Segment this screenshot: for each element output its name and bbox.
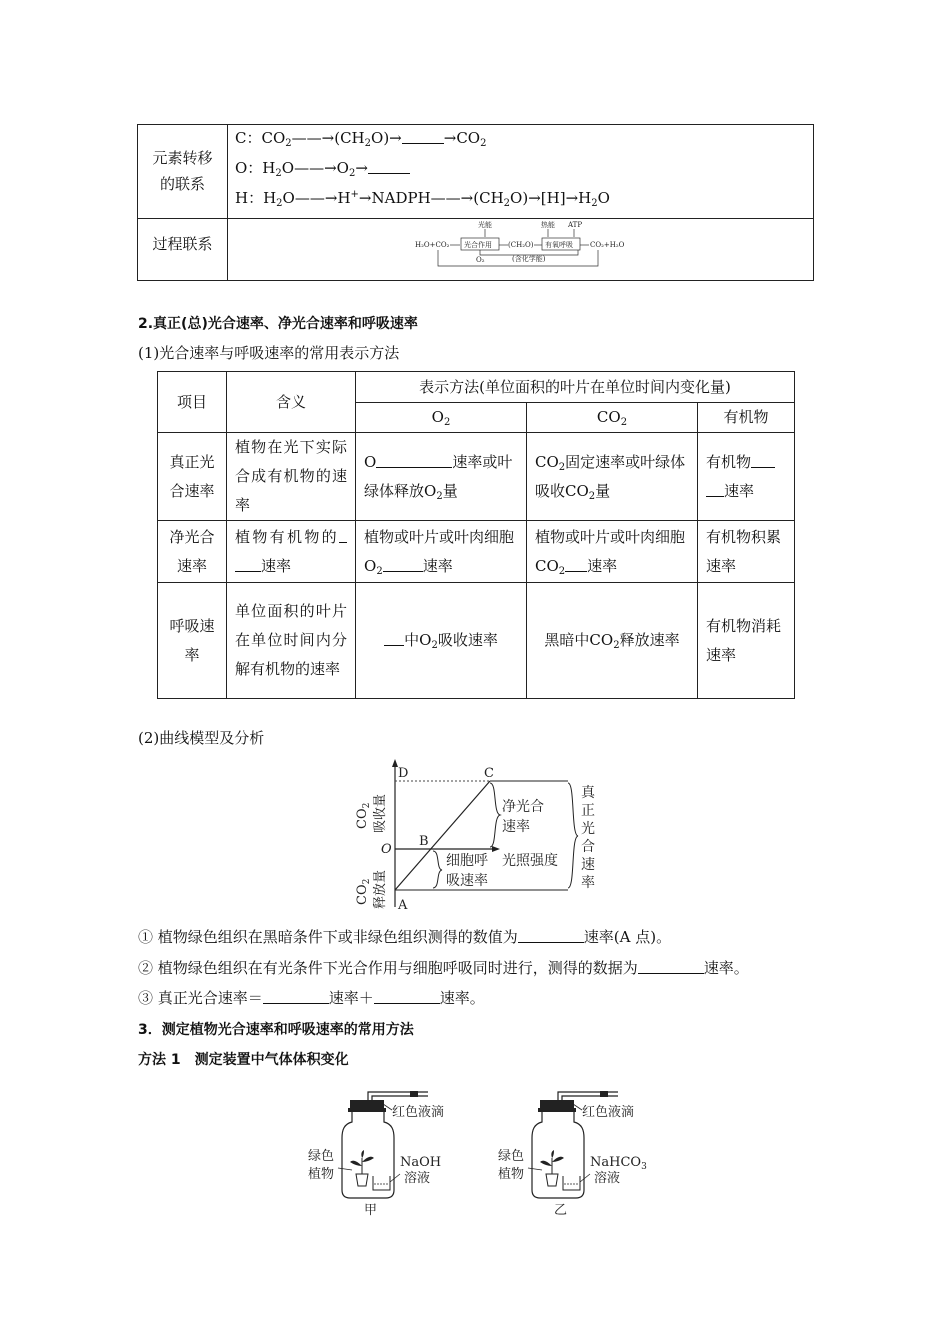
point-c-label: C <box>484 766 494 781</box>
jia-drop-label: 红色液滴 <box>392 1105 445 1120</box>
carbohydrate-label: (CH₂O) <box>508 241 534 249</box>
apparatus-diagram <box>300 1086 660 1220</box>
cell-co2-net: 植物或叶片或叶肉细胞$CO_2$ 速率 <box>527 521 698 583</box>
row-meaning-total: 植物在光下实际合成有机物的速率 <box>227 433 356 521</box>
header-method: 表示方法(单位面积的叶片在单位时间内变化量) <box>356 372 795 403</box>
row-name-respiration: 呼吸速率 <box>158 583 227 699</box>
svg-text:合: 合 <box>581 839 595 855</box>
svg-text:正: 正 <box>581 803 595 819</box>
header-organic: 有机物 <box>698 403 795 433</box>
heat-energy-label: 热能 <box>541 221 555 229</box>
aerobic-respiration-box: 有氧呼吸 <box>545 241 573 249</box>
svg-text:真: 真 <box>581 785 595 801</box>
method-1-title: 方法 1 测定装置中气体体积变化 <box>138 1052 349 1068</box>
header-item: 项目 <box>158 372 227 433</box>
row-label-element-transfer: 元素转移的联系 <box>152 149 213 193</box>
point-d-label: D <box>398 766 409 781</box>
products-label: CO₂+H₂O <box>590 241 625 249</box>
cell-organic-respiration: 有机物消耗速率 <box>698 583 795 699</box>
row-name-net: 净光合速率 <box>158 521 227 583</box>
cell-o2-net: 植物或叶片或叶肉细胞$O_2$ 速率 <box>356 521 527 583</box>
oxygen-label: O₂ <box>476 256 485 264</box>
header-meaning: 含义 <box>227 372 356 433</box>
y-down-label <box>355 879 372 905</box>
y-up-label <box>355 803 372 829</box>
net-rate-label-a: 净光合 <box>502 799 544 815</box>
svg-text:CO2: $CO_2$ <box>355 802 372 829</box>
rate-curve-diagram <box>350 757 610 912</box>
item-1: ① 植物绿色组织在黑暗条件下或非绿色组织测得的数值为 速率(A 点)。 <box>138 928 672 946</box>
row-meaning-net: 植物有机物的 速率 <box>227 521 356 583</box>
header-o2: $O_2$ <box>356 403 527 433</box>
cell-organic-total: 有机物 速率 <box>698 433 795 521</box>
yi-solution-label-a: NaHCO$_3$ <box>590 1155 647 1172</box>
row-meaning-respiration: 单位面积的叶片在单位时间内分解有机物的速率 <box>227 583 356 699</box>
yi-drop-label: 红色液滴 <box>582 1105 635 1120</box>
atp-label: ATP <box>568 221 583 229</box>
total-rate-label <box>581 784 596 891</box>
element-transfer-table <box>137 124 814 281</box>
net-rate-label-b: 速率 <box>502 819 530 835</box>
jia-name-label: 甲 <box>364 1203 378 1218</box>
chemical-energy-note: (含化学能) <box>512 255 546 263</box>
cell-o2-respiration: 中$O_2$吸收速率 <box>356 583 527 699</box>
point-a-label: A <box>398 898 408 912</box>
section-3-title: 3．测定植物光合速率和呼吸速率的常用方法 <box>138 1022 414 1038</box>
process-diagram <box>408 219 658 269</box>
svg-text:CO2: $CO_2$ <box>355 878 372 905</box>
section-2-title: 2.真正(总)光合速率、净光合速率和呼吸速率 <box>138 316 418 332</box>
resp-rate-label-a: 细胞呼 <box>446 853 488 869</box>
origin-label: O <box>381 842 392 857</box>
table-row <box>158 521 795 583</box>
yi-solution-label-b: 溶液 <box>594 1171 621 1186</box>
oxygen-equation: O：$H_2O——\to O_2\to$ <box>235 158 410 178</box>
row-name-total: 真正光合速率 <box>158 433 227 521</box>
y-up-label-b: 吸收量 <box>373 793 388 833</box>
subsection-1-title: (1)光合速率与呼吸速率的常用表示方法 <box>138 344 400 362</box>
subsection-2-title: (2)曲线模型及分析 <box>138 729 265 747</box>
table-row <box>158 583 795 699</box>
photosynthesis-box: 光合作用 <box>464 241 492 249</box>
svg-text:率: 率 <box>581 875 595 891</box>
apparatus-jia <box>308 1091 444 1218</box>
hydrogen-equation: H：$H_2O——\to H^+\to NADPH——\to(CH_2O)\to[H]\to H_2O$ <box>235 189 610 209</box>
cell-organic-net: 有机物积累速率 <box>698 521 795 583</box>
cell-co2-respiration: 黑暗中$CO_2$释放速率 <box>527 583 698 699</box>
cell-co2-total: $CO_2$固定速率或叶绿体吸收$CO_2$量 <box>527 433 698 521</box>
jia-solution-label-b: 溶液 <box>404 1171 431 1186</box>
svg-text:光: 光 <box>581 821 595 837</box>
apparatus-yi <box>498 1091 647 1218</box>
item-3: ③ 真正光合速率＝ 速率＋ 速率。 <box>138 989 485 1007</box>
light-energy-label: 光能 <box>478 221 492 229</box>
y-down-label-b: 释放量 <box>373 869 388 909</box>
yi-plant-label-b: 植物 <box>498 1167 525 1182</box>
yi-name-label: 乙 <box>554 1203 568 1218</box>
jia-plant-label-b: 植物 <box>308 1167 335 1182</box>
resp-rate-label-b: 吸速率 <box>446 873 488 889</box>
jia-plant-label-a: 绿色 <box>308 1149 335 1164</box>
item-2: ② 植物绿色组织在有光条件下光合作用与细胞呼吸同时进行，测得的数据为 速率。 <box>138 959 749 977</box>
row-label-process: 过程联系 <box>152 235 213 253</box>
cell-o2-total: O 速率或叶绿体释放$O_2$量 <box>356 433 527 521</box>
carbon-equation: C：$CO_2——\to(CH_2O)\to \to CO_2$ <box>235 129 487 149</box>
rate-expression-table <box>157 371 795 699</box>
jia-solution-label-a: NaOH <box>400 1155 442 1170</box>
yi-plant-label-a: 绿色 <box>498 1149 525 1164</box>
table-row <box>158 433 795 521</box>
svg-text:速: 速 <box>581 857 595 873</box>
header-co2: $CO_2$ <box>527 403 698 433</box>
point-b-label: B <box>419 834 429 849</box>
x-axis-label: 光照强度 <box>502 853 558 869</box>
reactants-label: H₂O+CO₂ <box>415 241 450 249</box>
